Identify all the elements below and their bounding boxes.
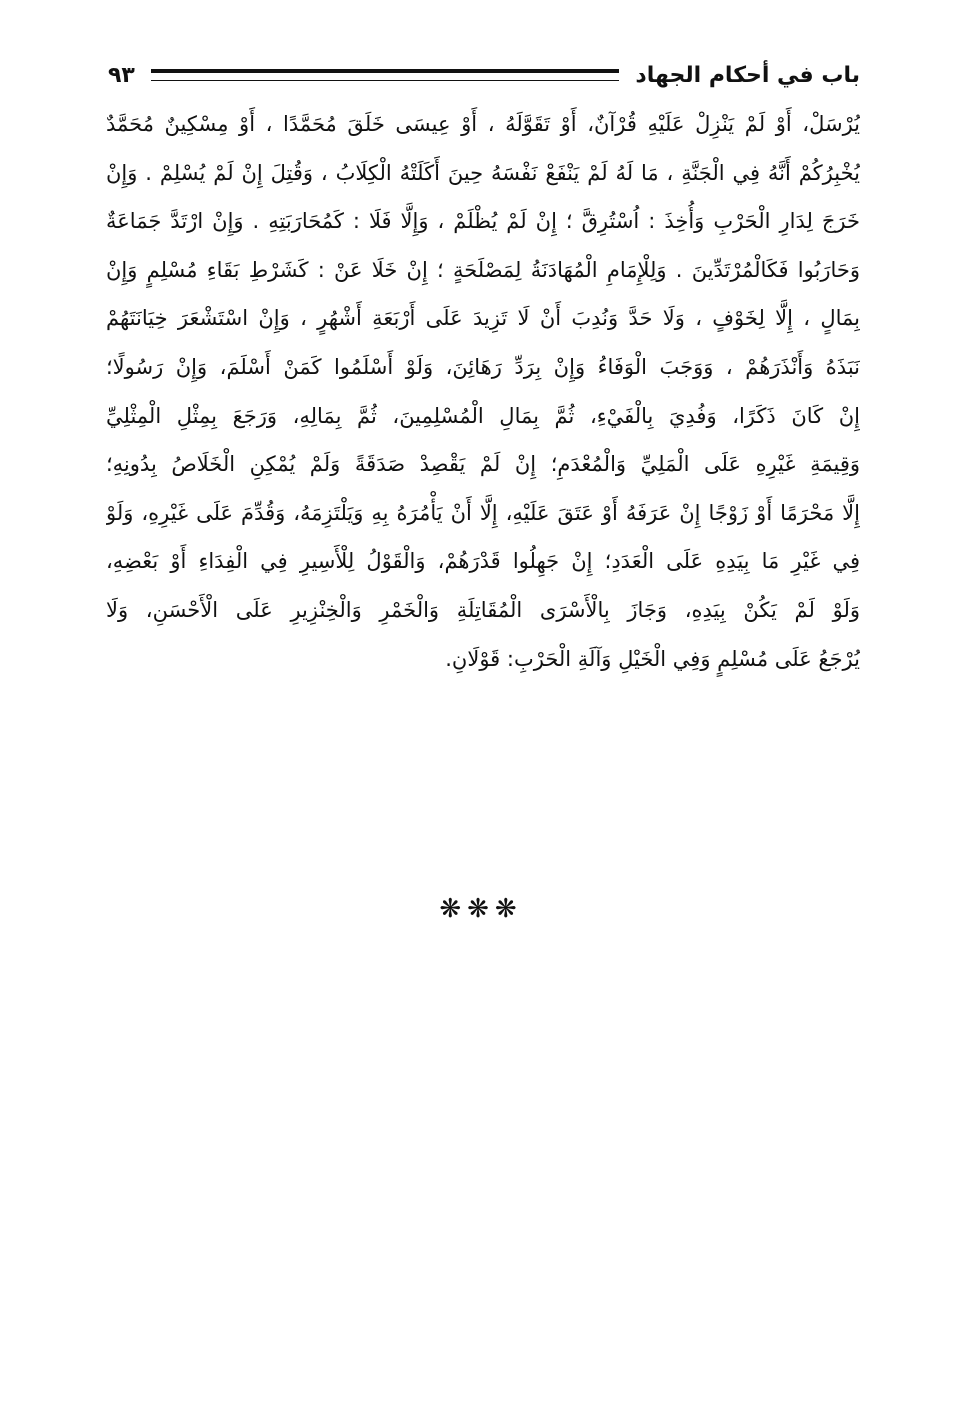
text-line: إِلَّا مَحْرَمًا أَوْ زَوْجًا إِنْ عَرَفَهُ أَوْ عَتَقَ عَلَيْهِ، إِلَّا أَنْ يَأْمُرَهُ بِهِ وَيَلْتَزِمَهُ، وَقُدِّمَ عَلَى غَيْرِهِ، وَلَوْ bbox=[106, 500, 860, 525]
page-number: ٩٣ bbox=[108, 62, 135, 88]
text-line: إِنْ كَانَ ذَكَرًا، وَفُدِيَ بِالْفَيْءِ، ثُمَّ بِمَالِ الْمُسْلِمِينَ، ثُمَّ بِمَالِهِ، وَرَجَعَ بِمِثْلِ الْمِثْلِيِّ bbox=[106, 403, 860, 428]
body-text bbox=[106, 100, 860, 683]
running-title: باب في أحكام الجهاد bbox=[635, 62, 860, 88]
section-end-ornament: ❋❋❋ bbox=[439, 894, 523, 924]
text-line: يُرْجَعُ عَلَى مُسْلِمٍ وَفِي الْخَيْلِ وَآلَةِ الْحَرْبِ: قَوْلَانِ. bbox=[445, 646, 860, 671]
text-line: وَقِيمَةِ غَيْرِهِ عَلَى الْمَلِيِّ وَالْمُعْدَمِ؛ إِنْ لَمْ يَقْصِدْ صَدَقَةً وَلَمْ يُمْكِنِ الْخَلَاصُ بِدُونِهِ؛ bbox=[106, 452, 860, 477]
text-line: وَحَارَبُوا فَكَالْمُرْتَدِّينَ . وَلِلْإِمَامِ الْمُهَادَنَةُ لِمَصْلَحَةٍ ؛ إِنْ خَلَا عَنْ : كَشَرْطِ بَقَاءِ مُسْلِمٍ وَإِنْ bbox=[106, 257, 860, 282]
header-rule bbox=[151, 69, 620, 81]
text-line: يُرْسَلْ، أَوْ لَمْ يَنْزِلْ عَلَيْهِ قُرْآنٌ، أَوْ تَقَوَّلَهُ ، أَوْ عِيسَى خَلَقَ مُحَمَّدًا ، أَوْ مِسْكِينٌ مُحَمَّدٌ bbox=[106, 112, 860, 136]
text-line: يُخْبِرُكُمْ أَنَّهُ فِي الْجَنَّةِ ، مَا لَهُ لَمْ يَنْفَعْ نَفْسَهُ حِينَ أَكَلَتْهُ الْكِلَابُ ، وَقُتِلَ إِنْ لَمْ يُسْلِمْ . وَإِنْ bbox=[106, 160, 860, 185]
text-line: فِي غَيْرِ مَا بِيَدِهِ عَلَى الْعَدَدِ؛ إِنْ جَهِلُوا قَدْرَهُمْ، وَالْقَوْلُ لِلْأَسِيرِ فِي الْفِدَاءِ أَوْ بَعْضِهِ، bbox=[106, 549, 860, 574]
text-line: بِمَالٍ ، إِلَّا لِخَوْفٍ ، وَلَا حَدَّ وَنُدِبَ أَنْ لَا تَزِيدَ عَلَى أَرْبَعَةِ أَشْهُرٍ ، وَإِنْ اسْتَشْعَرَ خِيَانَتَهُمْ bbox=[106, 306, 860, 331]
text-line: نَبَذَهُ وَأَنْذَرَهُمْ ، وَوَجَبَ الْوَفَاءُ وَإِنْ بِرَدِّ رَهَائِنَ، وَلَوْ أَسْلَمُوا كَمَنْ أَسْلَمَ، وَإِنْ رَسُولًا؛ bbox=[106, 354, 860, 379]
page-header bbox=[108, 58, 860, 92]
text-line: خَرَجَ لِدَارِ الْحَرْبِ وَأُخِذَ : اُسْتُرِقَّ ؛ إِنْ لَمْ يُظْلَمْ ، وَإِلَّا فَلَا : كَمُحَارَبَتِهِ . وَإِنْ ارْتَدَّ جَمَاعَةٌ bbox=[106, 209, 860, 234]
text-line: وَلَوْ لَمْ يَكُنْ بِيَدِهِ، وَجَازَ بِالْأَسْرَى الْمُقَاتِلَةِ وَالْخَمْرِ وَالْخِنْزِيرِ عَلَى الْأَحْسَنِ، وَلَا bbox=[106, 597, 860, 622]
